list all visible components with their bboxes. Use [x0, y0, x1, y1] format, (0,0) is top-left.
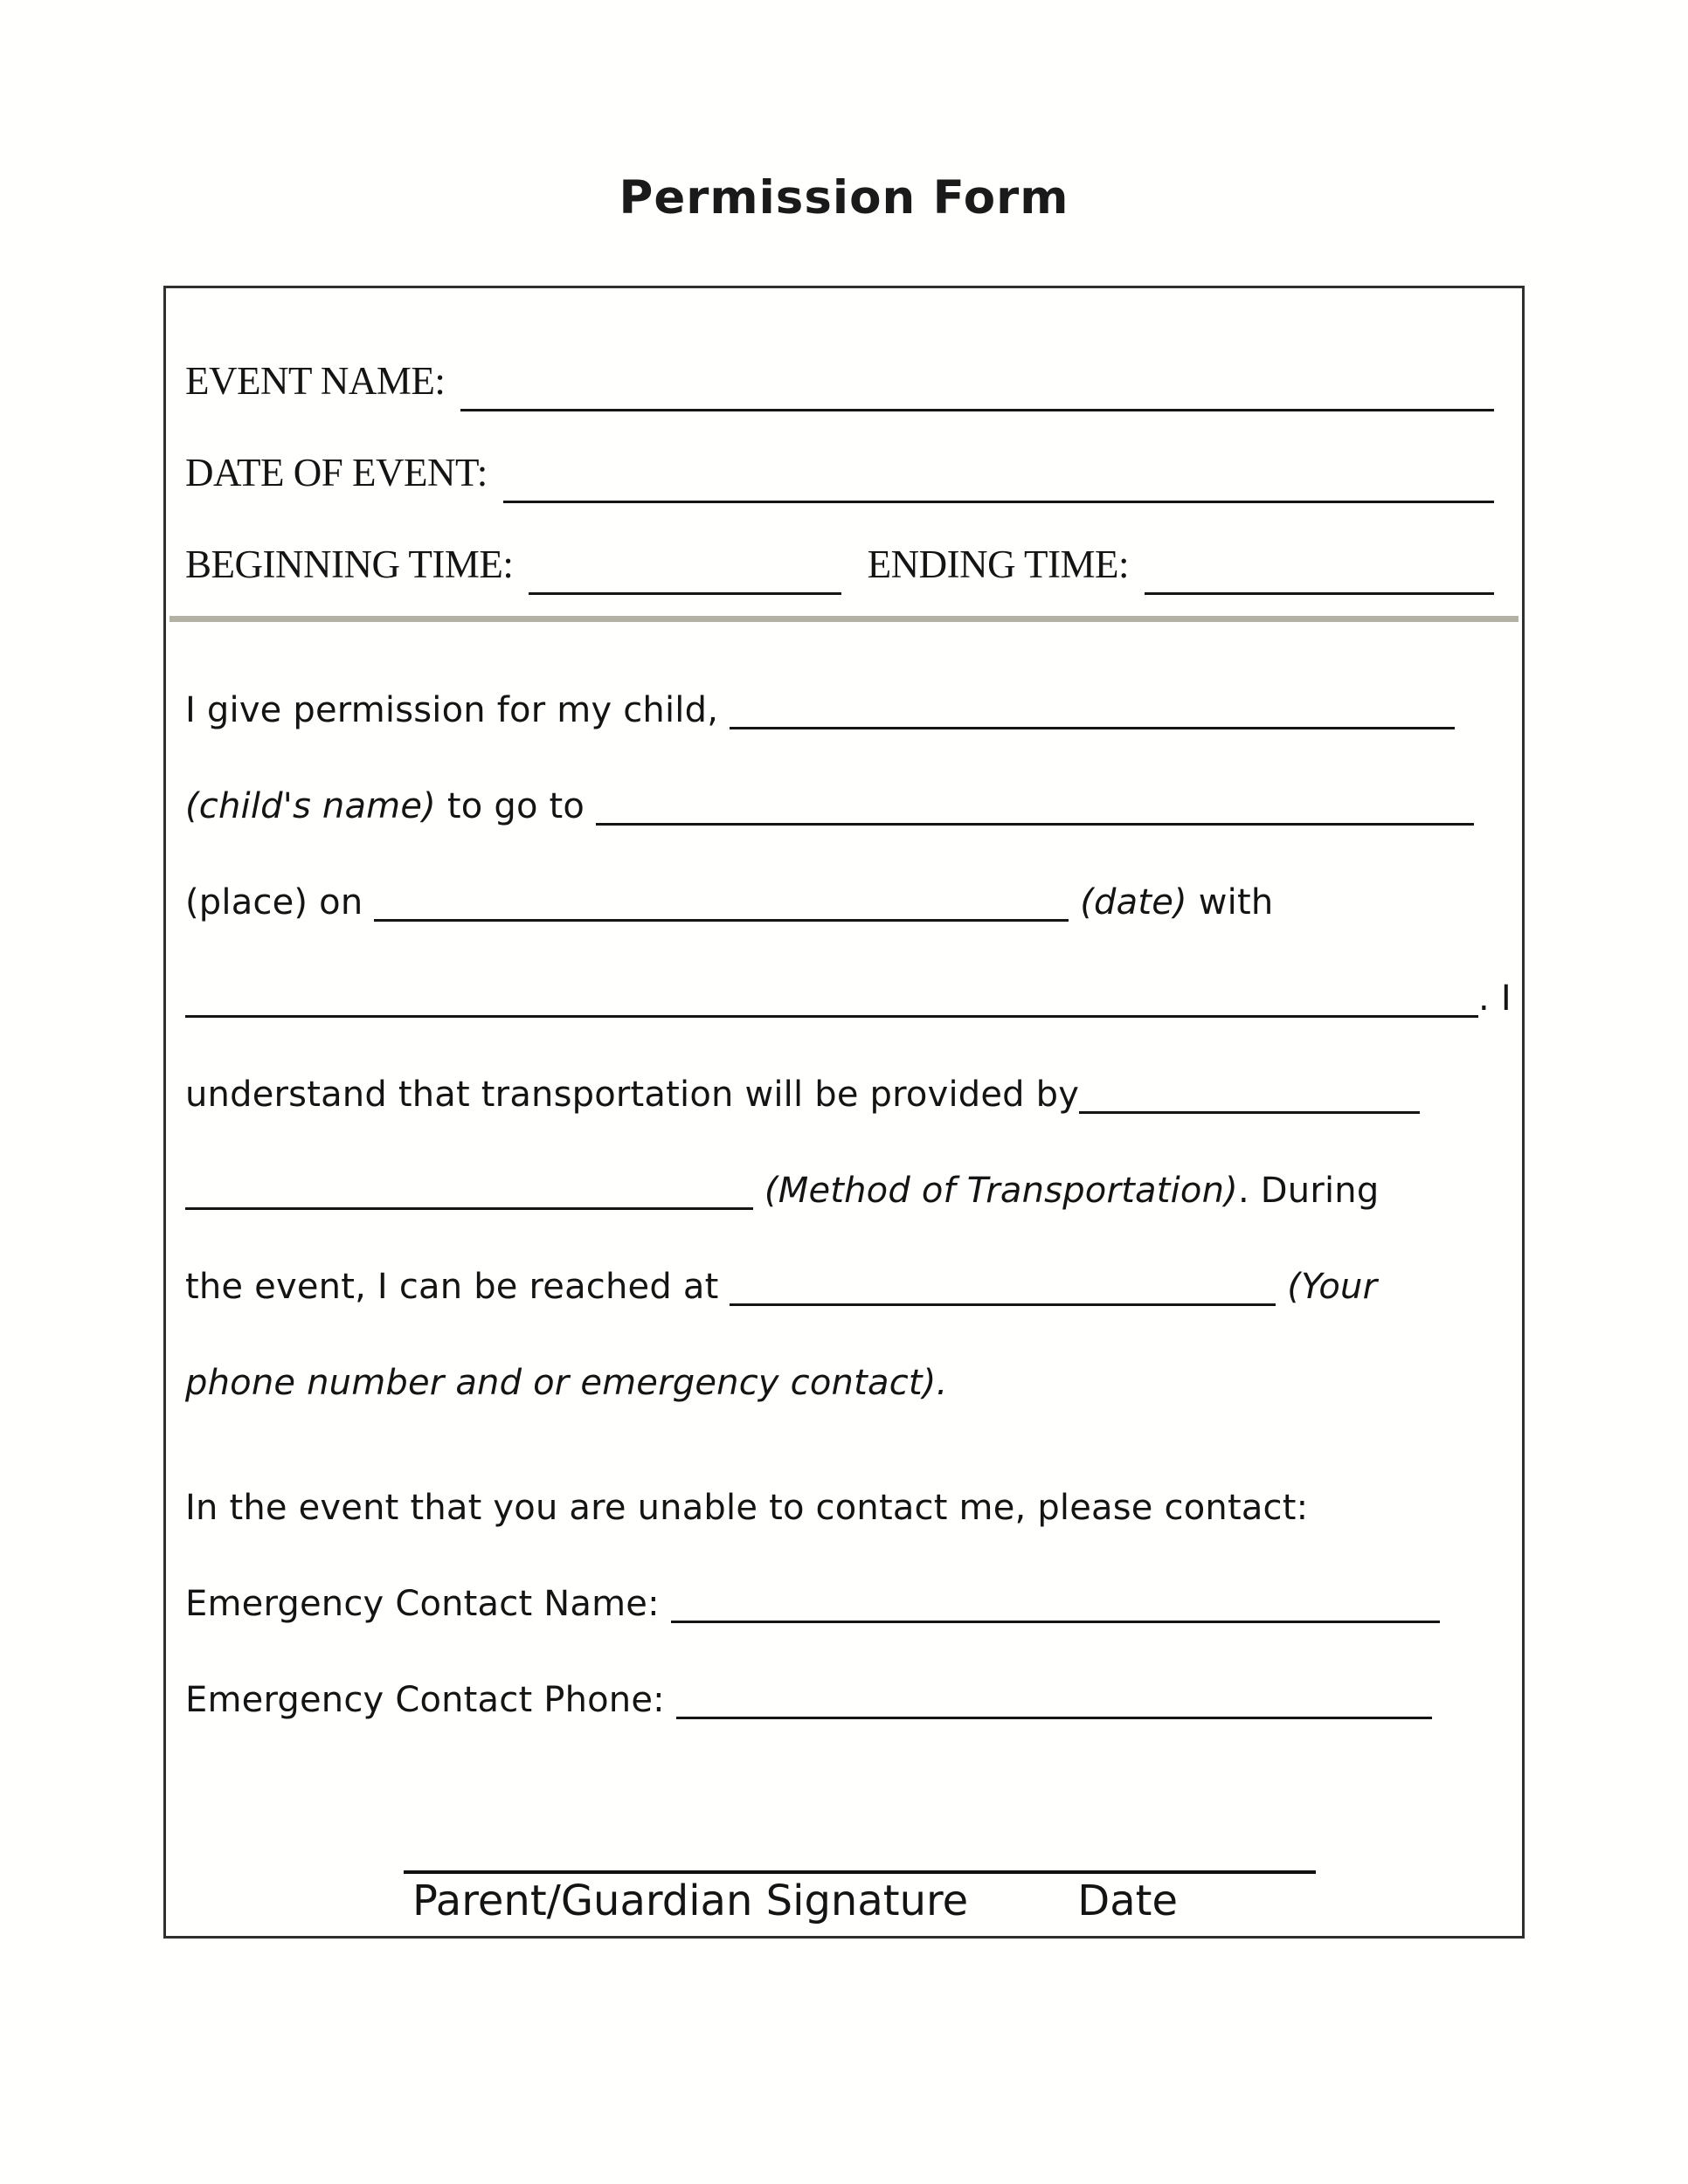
form-text-line [185, 1652, 1498, 1748]
date-label: Date [1077, 1876, 1178, 1925]
parent-guardian-signature-label: Parent/Guardian Signature [412, 1876, 969, 1925]
text-segment: (place) on [185, 882, 375, 923]
form-text-line [185, 1143, 1498, 1239]
form-text-line [185, 1239, 1498, 1335]
companion-blank[interactable] [185, 1012, 1478, 1018]
page-title: Permission Form [619, 171, 1069, 225]
place-blank[interactable] [596, 819, 1474, 826]
form-box [163, 286, 1525, 1939]
permission-paragraph [185, 662, 1512, 1431]
text-segment: (Method of Transportation) [764, 1171, 1238, 1211]
beginning-time-input-line[interactable] [529, 587, 841, 595]
signature-labels-row [404, 1874, 1316, 1925]
ending-time-input-line[interactable] [1145, 587, 1494, 595]
emergency-contact-phone-blank[interactable] [676, 1713, 1432, 1719]
text-segment: with [1186, 882, 1274, 923]
form-text-line [185, 1556, 1498, 1652]
text-segment: Emergency Contact Phone: [185, 1680, 676, 1720]
ending-time-label: ENDING TIME: [867, 543, 1129, 586]
beginning-time-label: BEGINNING TIME: [185, 543, 514, 586]
emergency-contact-name-blank[interactable] [671, 1617, 1440, 1623]
date-of-event-input-line[interactable] [503, 495, 1494, 503]
text-segment: I give permission for my child, [185, 690, 730, 730]
child-name-blank[interactable] [730, 723, 1455, 729]
text-segment: (Your [1287, 1267, 1378, 1307]
form-text-line [185, 1047, 1498, 1143]
form-text-line [185, 854, 1498, 950]
text-segment: In the event that you are unable to contact me, please contact: [185, 1488, 1309, 1528]
text-segment: understand that transportation will be provided by [185, 1075, 1080, 1115]
text-segment: (child's name) [185, 786, 436, 826]
date-of-event-label: DATE OF EVENT: [185, 451, 488, 494]
text-segment [753, 1171, 764, 1211]
emergency-contact-section [185, 1460, 1498, 1748]
section-divider [169, 616, 1519, 622]
event-name-row [185, 323, 1498, 415]
event-name-input-line[interactable] [460, 404, 1494, 411]
text-segment: (date) [1080, 882, 1187, 923]
transportation-method-blank[interactable] [185, 1204, 753, 1210]
form-text-line [185, 950, 1512, 1047]
form-text-line [185, 758, 1498, 854]
text-segment: to go to [435, 786, 597, 826]
text-segment: the event, I can be reached at [185, 1267, 730, 1307]
form-text-line [185, 662, 1498, 758]
reached-at-phone-blank[interactable] [730, 1300, 1276, 1306]
text-segment: . During [1237, 1171, 1380, 1211]
form-text-line [185, 1460, 1498, 1556]
text-segment: Emergency Contact Name: [185, 1584, 671, 1624]
text-segment: phone number and or emergency contact). [185, 1363, 948, 1403]
transportation-provider-blank[interactable] [1079, 1108, 1420, 1114]
form-text-line [185, 1335, 1498, 1431]
event-date-blank[interactable] [374, 916, 1069, 922]
text-segment [1069, 882, 1080, 923]
date-of-event-row [185, 415, 1498, 507]
event-name-label: EVENT NAME: [185, 359, 446, 403]
text-segment: . I [1478, 978, 1512, 1019]
text-segment [1276, 1267, 1287, 1307]
times-row [185, 507, 1498, 598]
signature-block [404, 1870, 1316, 1925]
